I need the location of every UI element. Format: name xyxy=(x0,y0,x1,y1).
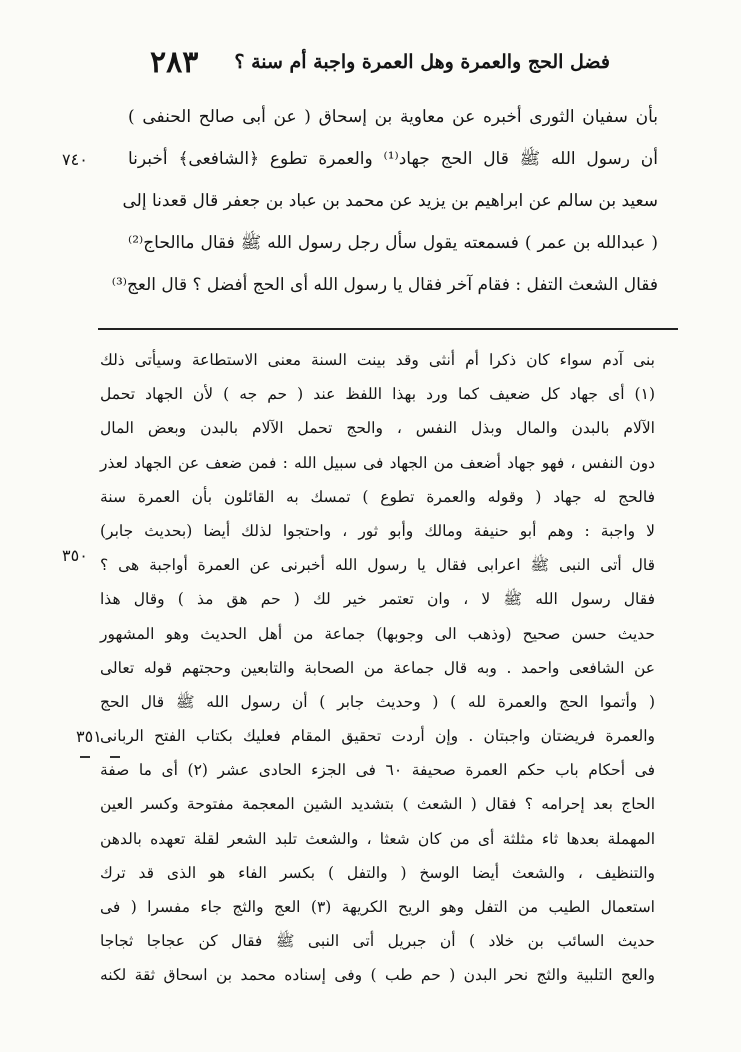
note-line-10: عن الشافعى واحمد . وبه قال جماعة من الصحابة والتابعين وحجتهم قوله تعالى xyxy=(100,658,655,677)
margin-number-740: ٧٤٠ xyxy=(62,150,88,169)
note-line-5: فالحج له جهاد ( وقوله والعمرة تطوع ) تمسك به القائلون بأن العمرة سنة xyxy=(100,487,655,506)
note-line-6: لا واجبة : وهم أبو حنيفة ومالك وأبو ثور ، واحتجوا لذلك أيضا (بحديث جابر) xyxy=(100,521,655,540)
note-line-11: ( وأتموا الحج والعمرة لله ) ( وحديث جابر ) أن رسول الله ﷺ قال الحج xyxy=(100,692,655,711)
note-line-12: والعمرة فريضتان واجبتان . وإن أردت تحقيق المقام فعليك بكتاب الفتح الربانى xyxy=(100,727,655,746)
main-line-1: بأن سفيان الثورى أخبره عن معاوية بن إسحاق ( عن أبى صالح الحنفى ) xyxy=(128,107,658,127)
note-line-2: (١) أى جهاد كل ضعيف كما ورد بهذا اللفظ عند ( حم جه ) لأن الجهاد تحمل xyxy=(100,385,655,404)
note-line-16: والتنظيف ، والشعث أيضا الوسخ ( والتفل ) بكسر الفاء هو الذى قد ترك xyxy=(100,863,655,882)
note-line-14: الحاج بعد إحرامه ؟ فقال ( الشعث ) بتشديد الشين المعجمة مفتوحة وكسر العين xyxy=(100,795,655,814)
header-title: فضل الحج والعمرة وهل العمرة واجبة أم سنة ؟ xyxy=(234,51,610,73)
main-line-3: سعيد بن سالم عن ابراهيم بن يزيد عن محمد بن عباد بن جعفر قال قعدنا إلى xyxy=(122,191,658,211)
footnote-divider xyxy=(98,328,678,330)
margin-number-350: ٣٥٠ xyxy=(62,546,88,565)
main-line-2: أن رسول الله ﷺ قال الحج جهاد⁽¹⁾ والعمرة تطوع ﴿الشافعى﴾ أخبرنا xyxy=(128,149,658,169)
note-line-18: حديث السائب بن خلاد ) أن جبريل أتى النبى ﷺ فقال كن عجاجا ثجاجا xyxy=(100,932,655,951)
note-line-4: دون النفس ، فهو جهاد أضعف من الجهاد فى سبيل الله : فمن ضعف عن الجهاد لعذر xyxy=(100,453,655,472)
note-line-17: استعمال الطيب من التفل وهو الريح الكريهة (٣) العج والثج جاء مفسرا ( فى xyxy=(100,898,655,916)
margin-dash-mark xyxy=(80,756,120,760)
note-line-8: فقال رسول الله ﷺ لا ، وان تعتمر خير لك ( حم هق مذ ) وقال هذا xyxy=(100,590,655,609)
note-line-7: قال أتى النبى ﷺ اعرابى فقال يا رسول الله أخبرنى عن العمرة أواجبة هى ؟ xyxy=(100,556,655,575)
margin-number-351: ٣٥١ xyxy=(76,727,102,746)
note-line-9: حديث حسن صحيح (وذهب الى وجوبها) جماعة من أهل الحديث وهو المشهور xyxy=(100,624,655,643)
note-line-1: بنى آدم سواء كان ذكرا أم أنثى وقد بينت السنة معنى الاستطاعة وسيأتى ذلك xyxy=(100,351,655,369)
note-line-3: الآلام بالبدن والمال وبذل النفس ، والحج تحمل الآلام بالبدن وبعض المال xyxy=(100,419,655,438)
note-line-19: والعج التلبية والثج نحر البدن ( حم طب ) وفى إسناده محمد بن اسحاق ثقة لكنه xyxy=(100,966,655,985)
page-header xyxy=(150,44,610,80)
main-text xyxy=(111,96,658,306)
main-line-4: ( عبدالله بن عمر ) فسمعته يقول سأل رجل رسول الله ﷺ فقال ماالحاج⁽²⁾ xyxy=(128,233,658,253)
main-line-5: فقال الشعث التفل : فقام آخر فقال يا رسول الله أى الحج أفضل ؟ قال العج⁽³⁾ xyxy=(111,275,658,295)
note-line-15: المهملة بعدها ثاء مثلثة أى من كان شعثا ، والشعث تلبد الشعر لقلة تعهده بالدهن xyxy=(100,829,655,848)
footnotes xyxy=(100,343,655,993)
note-line-13: فى أحكام باب حكم العمرة صحيفة ٦٠ فى الجزء الحادى عشر (٢) أى ما صفة xyxy=(100,761,655,780)
page-number: ٢٨٣ xyxy=(150,44,199,80)
